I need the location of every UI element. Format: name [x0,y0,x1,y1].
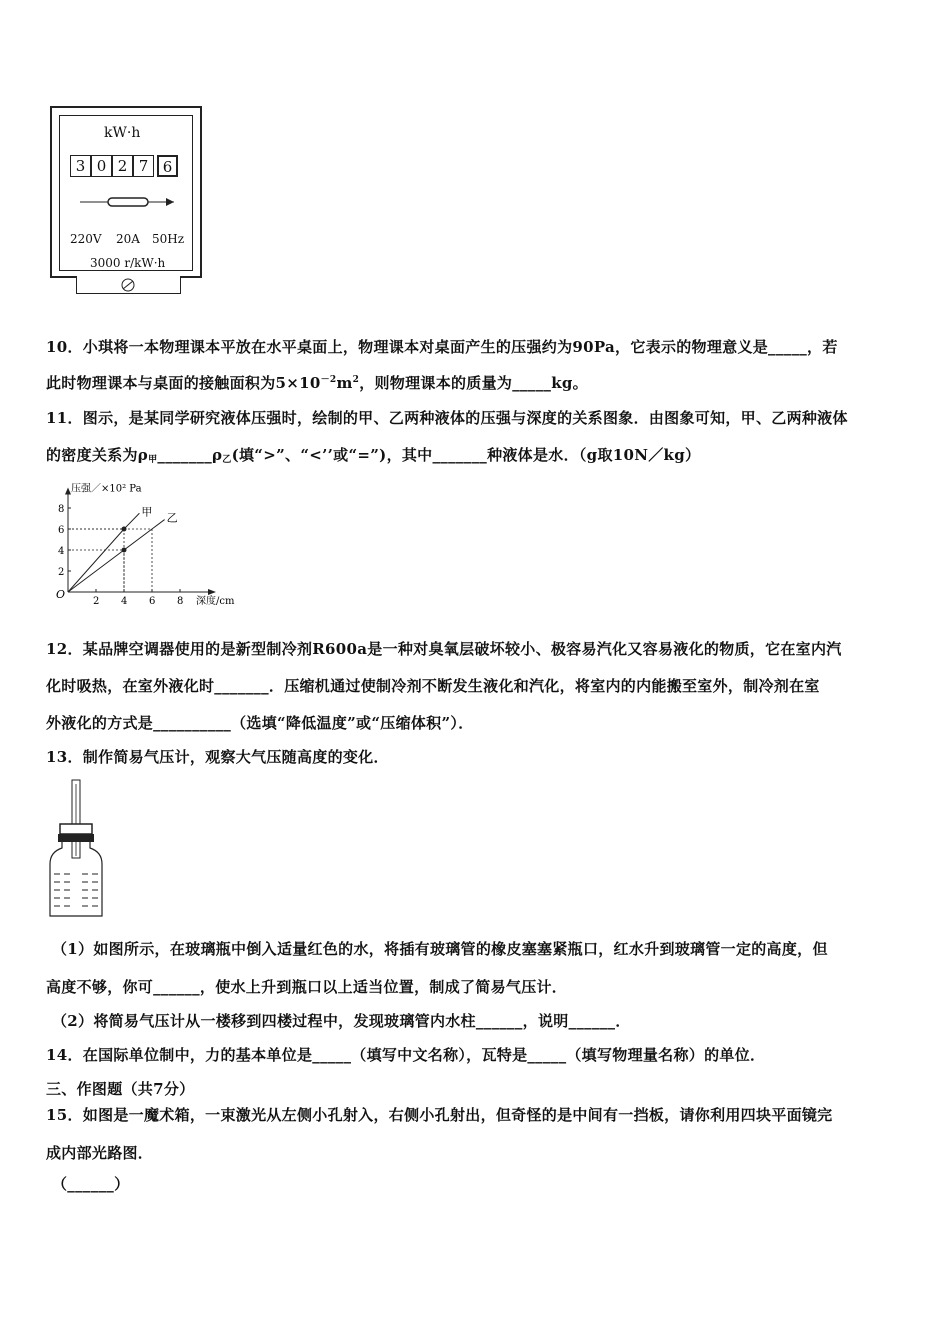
meter-constant: 3000 r/kW·h [90,256,166,270]
meter-face [59,115,193,271]
q13-part1-line2: 高度不够，你可______，使水上升到瓶口以上适当位置，制成了简易气压计． [46,978,568,996]
meter-voltage: 220V [70,232,102,246]
q11-line2: 的密度关系为$\rho_甲\_\_\_\_\_\_\_\rho_乙$(填“>”、“<’’或“=”)，其中_______种液体是水．（g取10N／kg） [46,446,701,465]
series-line-yi [68,520,165,592]
meter-disc-arrow-icon [78,194,178,210]
y-tick-label: 6 [58,525,65,536]
q13-part2: （2）将简易气压计从一楼移到四楼过程中，发现玻璃管内水柱______，说明______． [52,1012,631,1030]
x-axis-label: 深度/cm [196,596,235,607]
x-tick-label: 2 [93,596,100,607]
meter-current: 20A [116,232,140,246]
section3-title: 三、作图题（共7分） [46,1080,195,1098]
data-point [122,527,127,532]
q15-line1: 15．如图是一魔术箱，一束激光从左侧小孔射入，右侧小孔射出，但奇怪的是中间有一挡板，请你利用四块平面镜完 [46,1106,833,1124]
electric-meter-figure [50,106,202,278]
meter-digit-decimal: 6 [157,155,178,177]
meter-terminal-base [76,276,181,294]
meter-digit: 0 [91,155,112,177]
data-point [122,548,127,553]
y-tick-label: 4 [58,546,65,557]
q12-line2: 化时吸热，在室外液化时_______．压缩机通过使制冷剂不断发生液化和汽化，将室内的内能搬至室外，制冷剂在室 [46,677,820,695]
x-tick-label: 8 [177,596,184,607]
y-tick-label: 8 [58,504,65,515]
meter-digit: 2 [112,155,133,177]
barometer-bottle-figure [46,778,108,920]
q14-line1: 14．在国际单位制中，力的基本单位是_____（填写中文名称），瓦特是_____（填写物理量名称）的单位． [46,1046,766,1064]
series-line-jia [68,513,139,592]
q13-line1: 13．制作简易气压计，观察大气压随高度的变化． [46,748,389,766]
x-tick-label: 4 [121,596,128,607]
q15-line2: 成内部光路图． [46,1144,154,1162]
q10-line1: 10．小琪将一本物理课本平放在水平桌面上，物理课本对桌面产生的压强约为90Pa，它表示的物理意义是_____，若 [46,338,838,356]
meter-digit: 7 [133,155,154,177]
y-axis-label: 压强／×10² Pa [71,483,142,495]
q15-answer-blank: （______） [52,1175,130,1193]
origin-label: O [56,588,66,601]
meter-digit: 3 [70,155,91,177]
q13-part1-line1: （1）如图所示，在玻璃瓶中倒入适量红色的水，将插有玻璃管的橡皮塞塞紧瓶口，红水升到玻璃管一定的高度，但 [52,940,828,958]
q11-line1: 11．图示，是某同学研究液体压强时，绘制的甲、乙两种液体的压强与深度的关系图象．由图象可知，甲、乙两种液体 [46,409,848,427]
pressure-depth-chart [50,480,270,610]
y-tick-label: 2 [58,567,65,578]
x-axis-arrow [208,589,216,595]
meter-unit: kW·h [104,125,141,141]
series-label: 甲 [141,505,153,519]
terminal-screw-icon [119,277,137,293]
x-tick-label: 6 [149,596,156,607]
meter-digits [70,155,178,177]
q10-line2: 此时物理课本与桌面的接触面积为$5\times 10^{-2}m^2$，则物理课本的质量为_____kg。 [46,374,588,392]
q12-line1: 12．某品牌空调器使用的是新型制冷剂R600a是一种对臭氧层破坏较小、极容易汽化又容易液化的物质，它在室内汽 [46,640,842,658]
meter-frequency: 50Hz [152,232,185,246]
series-label: 乙 [166,511,178,525]
q12-line3: 外液化的方式是__________（选填“降低温度”或“压缩体积”）． [46,714,474,732]
